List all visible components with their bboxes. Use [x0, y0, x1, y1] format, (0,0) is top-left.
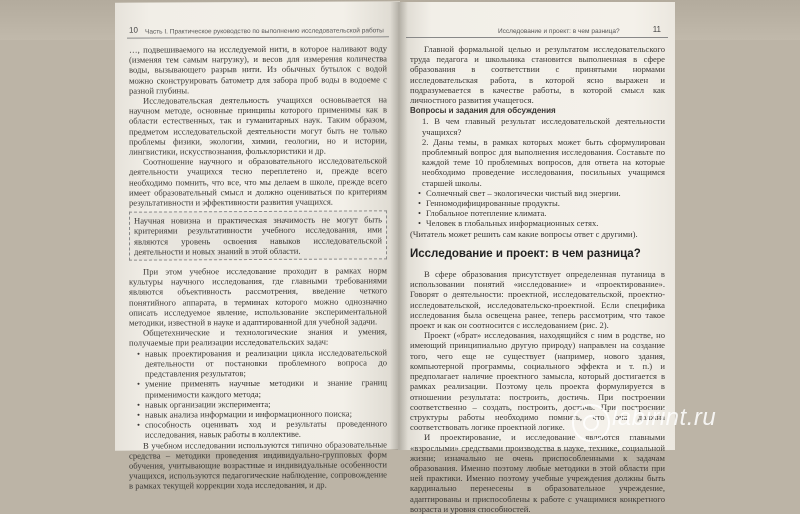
- paragraph: Общетехнические и технологические знания и умения, получаемые при реализации исследовательских задач:: [129, 326, 387, 349]
- right-page: [398, 2, 675, 514]
- left-text-column: [129, 43, 387, 491]
- paragraph: Проект («брат» исследования, находящийся с ним в родстве, но имеющий принципиально другую природу) направлен на создание того, чего еще не существует (например, нового здания, компьютерной программы, социального эффекта и т. п.) и предполагает наличие проектного замысла, который достигается в рамках реализации. Поэтому цель проекта формулируется в отношении результата: построить, достичь. При построении соответственно – создать, построить, достичь. При построении структуры работы необходимо помнить, что она должна соответствовать логике проектной логике.: [410, 330, 665, 433]
- topics-list: [410, 188, 665, 229]
- paragraph: …, подвешиваемого на исследуемой нити, в которое наливают воду (изменяя тем самым нагрузку), и весов для измерения количества воды, вызывающего разрыв нити. Из обычных бутылок с водой можно сконструировать батометр для забора проб воды в водоеме с разной глубины.: [129, 43, 387, 96]
- question-item: 1. В чем главный результат исследовательской деятельности учащихся?: [422, 116, 665, 137]
- questions-list: [410, 116, 665, 187]
- page-number: 10: [129, 25, 138, 35]
- paragraph: В учебном исследовании используются типично образовательные средства – методики проведения индивидуально-групповых форм обучения, учитывающие возрастные и индивидуальные особенности учащихся, используются педагогические наблюдение, сопровождение в рамках текущей коррекции хода исследования, и др.: [129, 438, 387, 492]
- right-text-column: [410, 44, 665, 514]
- book-gutter: [390, 2, 408, 450]
- bullet-list: [129, 347, 387, 440]
- topic-item: • Глобальное потепление климата.: [426, 208, 665, 218]
- paragraph: И проектирование, и исследование являются главными «взрослыми» средствами производства в науке, технике, социальной жизни; изначально не очень приспособленными к задачам образования. Именно поэтому любые методики в этой области при ней практики. Именно поэтому учебные учреждения должны быть кардинально перенесены в образовательное учреждение, адаптированы и приспособлены к работе с учащимися конкретного возраста и уровня способностей.: [410, 432, 665, 514]
- topic-item: • Солнечный свет – экологически чистый вид энергии.: [426, 188, 665, 198]
- header-rule: [127, 36, 389, 38]
- questions-title: Вопросы и задания для обсуждения: [410, 106, 556, 116]
- topic-item: • Человек в глобальных информационных сетях.: [426, 218, 665, 228]
- list-item: • навык проектирования и реализации цикла исследовательской деятельности от постановки проблемного вопроса до представления результатов;: [145, 347, 387, 379]
- paragraph: Соотношение научного и образовательного исследовательской деятельности учащихся тесно переплетено и, прежде всего необходимо помнить, что все, что мы делаем в школе, прежде всего имеет образовательный смысл и должно оцениваться по критериям результативности и эффективности развития учащихся.: [129, 155, 387, 208]
- running-head: Исследование и проект: в чем разница?: [498, 28, 620, 35]
- list-item: • навык анализа информации и информационного поиска;: [145, 408, 387, 419]
- paragraph: При этом учебное исследование проходит в рамках норм культуры научного исследования, где главными требованиями являются объективность рассмотрения, введение четкого понятийного аппарата, в терминах которого можно однозначно описать исследуемое явление, использование экспериментальной методики, известной в науке и адаптированной для учебной задачи.: [129, 265, 387, 328]
- highlight-box: Научная новизна и практическая значимость не могут быть критериями результативности учебного исследования, ими являются уровень освоения навыков исследовательской деятельности и новых знаний в этой области.: [129, 211, 387, 261]
- watermark-logo-icon: [572, 404, 610, 442]
- list-item: • навык организации эксперимента;: [145, 398, 387, 409]
- left-page: [115, 1, 400, 492]
- watermark-text: labirint.ru: [612, 404, 717, 431]
- page-number: 11: [652, 25, 661, 34]
- topic-item: • Генномодифицированные продукты.: [426, 198, 665, 208]
- topics-note: (Читатель может решить сам какие вопросы ответ с другими).: [410, 228, 638, 239]
- header-rule: [406, 37, 668, 38]
- open-book: [115, 2, 675, 514]
- list-item: • способность оценивать ход и результаты проведенного исследования, навык работы в коллективе.: [145, 418, 387, 440]
- section-heading: Исследование и проект: в чем разница?: [410, 247, 641, 260]
- question-item: 2. Даны темы, в рамках которых может быть сформулирован проблемный вопрос для выполнения исследования. Составьте по каждой теме 10 проблемных вопросов, для ответа на которые необходимо проведение исследования, посильных учащимся старшей школы.: [422, 136, 665, 188]
- paragraph: Исследовательская деятельность учащихся основывается на научном методе, основные принципы которого применимы как в области естественных, так и гуманитарных наук. Таким образом, предметом исследовательской деятельности могут быть не только проблемы физики, экологии, химии, геологии, но и истории, лингвистики, искусствознания, фольклористики и др.: [129, 94, 387, 157]
- list-item: • умение применять научные методики и знание границ применимости каждого метода;: [145, 378, 387, 400]
- paragraph: Главной формальной целью и результатом исследовательского труда педагога и школьника становится выполненная в сфере образования в соответствии с принятыми нормами исследовательская работа, в которой ясно выражен и подразумевается в качестве работы, в которой смысл как личностного развития учащегося.: [410, 44, 665, 106]
- paragraph: В сфере образования присутствует определенная путаница в использовании понятий «исследование» и «проектирование». Говорят о деятельности: проектной, исследовательской, проектно-исследовательской, исследовательско-проектной. Если специфика исследования была освещена ранее, теперь рассмотрим, что такое проект и как он соотносится с исследованием (рис. 2).: [410, 269, 665, 331]
- running-head: Часть I. Практическое руководство по выполнению исследовательской работы: [145, 27, 384, 36]
